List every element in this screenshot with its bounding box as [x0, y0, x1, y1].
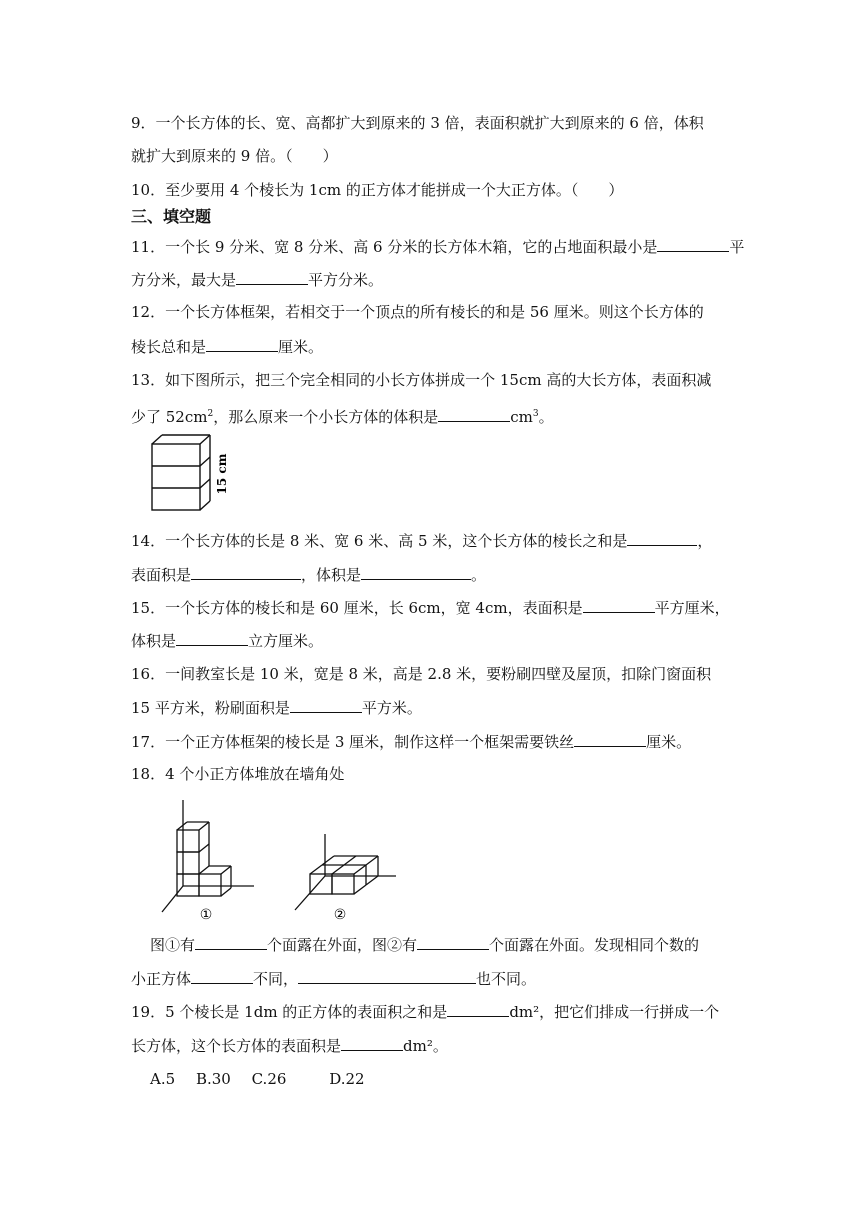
q12-text-a: 棱长总和是: [131, 338, 207, 356]
answer-blank[interactable]: [206, 336, 278, 352]
q14-text-d: ，体积是: [301, 566, 362, 584]
q12-line1: 12．一个长方体框架，若相交于一个顶点的所有棱长的和是 56 厘米。则这个长方体的: [131, 303, 704, 321]
answer-blank[interactable]: [195, 934, 267, 950]
figure-label-2: ②: [333, 907, 347, 923]
q17-line1: [131, 731, 691, 752]
q14-line2: [131, 564, 486, 585]
answer-blank[interactable]: [447, 1001, 509, 1017]
q18-line2: [150, 934, 699, 955]
q13-line1: 13．如下图所示，把三个完全相同的小长方体拼成一个 15cm 高的大长方体，表面积减: [131, 371, 712, 389]
q14-text-b: ，: [697, 532, 713, 550]
q19-text-a: 19．5 个棱长是 1dm 的正方体的表面积之和是: [131, 1003, 448, 1021]
stacked-boxes-figure: [148, 432, 238, 514]
q14-text-c: 表面积是: [131, 566, 192, 584]
q10-line1: 10．至少要用 4 个棱长为 1cm 的正方体才能拼成一个大正方体。（ ）: [131, 181, 624, 199]
q16-text-a: 15 平方米，粉刷面积是: [131, 699, 290, 717]
answer-blank[interactable]: [341, 1035, 403, 1051]
q15-text-c: 体积是: [131, 632, 177, 650]
answer-blank[interactable]: [191, 564, 301, 580]
corner-cubes-figure: [150, 798, 420, 923]
q13-text-b: ，那么原来一个小长方体的体积是: [213, 408, 439, 426]
q16-line2: [131, 697, 422, 718]
q18-line3: [131, 968, 536, 989]
q18-text-b: 个面露在外面，图②有: [267, 936, 418, 954]
q18-text-f: 也不同。: [476, 970, 537, 988]
superscript: 2: [207, 409, 214, 419]
answer-blank[interactable]: [236, 269, 308, 285]
q16-line1: 16．一间教室长是 10 米，宽是 8 米，高是 2.8 米，要粉刷四壁及屋顶，扣除门窗面积: [131, 665, 712, 683]
q19-line1: [131, 1001, 719, 1022]
answer-blank[interactable]: [574, 731, 646, 747]
q17-text-a: 17．一个正方体框架的棱长是 3 厘米，制作这样一个框架需要铁丝: [131, 733, 575, 751]
q11-text-d: 平方分米。: [308, 271, 384, 289]
q19-text-c: 长方体，这个长方体的表面积是: [131, 1037, 342, 1055]
q11-text-b: 平: [729, 238, 745, 256]
section-title: 三、填空题: [131, 207, 212, 226]
q19-text-b: dm²，把它们排成一行拼成一个: [509, 1003, 720, 1021]
answer-blank[interactable]: [583, 597, 655, 613]
q17-text-b: 厘米。: [646, 733, 692, 751]
q15-line2: [131, 630, 323, 651]
q15-line1: [131, 597, 730, 618]
q12-text-b: 厘米。: [278, 338, 324, 356]
q13-text-d: 。: [538, 408, 554, 426]
q14-text-e: 。: [471, 566, 487, 584]
q15-text-b: 平方厘米，: [654, 599, 730, 617]
option-a[interactable]: A.5: [150, 1070, 176, 1088]
option-b[interactable]: B.30: [195, 1070, 231, 1088]
answer-blank[interactable]: [176, 630, 248, 646]
q18-text-d: 小正方体: [131, 970, 192, 988]
q12-line2: [131, 336, 323, 357]
q11-text-c: 方分米，最大是: [131, 271, 237, 289]
q16-text-b: 平方米。: [361, 699, 422, 717]
answer-blank[interactable]: [298, 968, 476, 984]
answer-blank[interactable]: [657, 236, 729, 252]
q18-text-e: 不同，: [253, 970, 299, 988]
q9-line2: 就扩大到原来的 9 倍。（ ）: [131, 147, 338, 165]
superscript: 3: [532, 409, 539, 419]
q13-text-c: cm: [510, 408, 533, 426]
q11-line1: [131, 236, 744, 257]
answer-blank[interactable]: [191, 968, 253, 984]
answer-blank[interactable]: [361, 564, 471, 580]
answer-blank[interactable]: [417, 934, 489, 950]
q11-line2: [131, 269, 383, 290]
q19-line2: [131, 1035, 448, 1056]
q13-text-a: 少了 52cm: [131, 408, 208, 426]
q14-line1: [131, 530, 712, 551]
q19-text-d: dm²。: [403, 1037, 448, 1055]
answer-blank[interactable]: [438, 406, 510, 422]
q18-text-c: 个面露在外面。发现相同个数的: [489, 936, 700, 954]
q15-text-a: 15．一个长方体的棱长和是 60 厘米，长 6cm，宽 4cm，表面积是: [131, 599, 583, 617]
dimension-label: 15 cm: [215, 453, 229, 495]
q18-line1: 18．4 个小正方体堆放在墙角处: [131, 765, 345, 783]
q11-text-a: 11．一个长 9 分米、宽 8 分米、高 6 分米的长方体木箱，它的占地面积最小是: [131, 238, 658, 256]
option-d[interactable]: D.22: [329, 1070, 365, 1088]
answer-blank[interactable]: [290, 697, 362, 713]
option-c[interactable]: C.26: [251, 1070, 287, 1088]
q19-options: [150, 1070, 381, 1088]
q14-text-a: 14．一个长方体的长是 8 米、宽 6 米、高 5 米，这个长方体的棱长之和是: [131, 532, 628, 550]
q13-line2: [131, 404, 554, 427]
q15-text-d: 立方厘米。: [248, 632, 324, 650]
q18-text-a: 图①有: [150, 936, 196, 954]
figure-label-1: ①: [199, 907, 213, 923]
q9-line1: 9．一个长方体的长、宽、高都扩大到原来的 3 倍，表面积就扩大到原来的 6 倍，体积: [131, 114, 704, 132]
answer-blank[interactable]: [627, 530, 697, 546]
